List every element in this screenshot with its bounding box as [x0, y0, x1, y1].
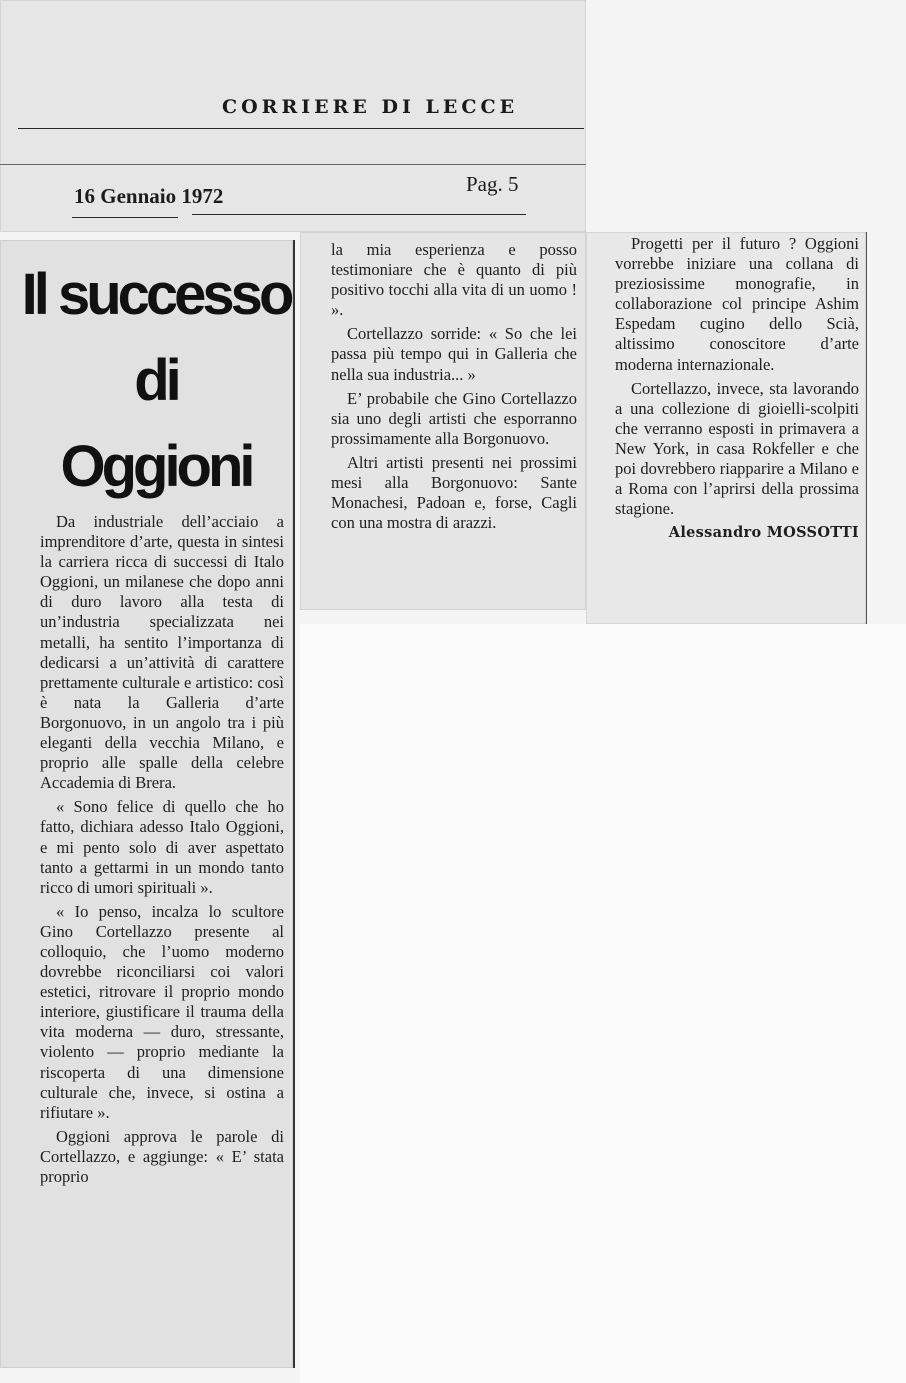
headline-line-1: Il successo — [21, 262, 291, 327]
article-column-1 — [40, 512, 284, 1191]
paragraph: « Io penso, incalza lo scultore Gino Cortellazzo presente al colloquio, che l’uomo moderno dovrebbe riconciliarsi coi valori estetici, ritrovare il proprio mondo interiore, giustificare il trauma della vita moderna — duro, stressante, violento — proprio mediante la riscoperta di una dimensione culturale che, invece, si ostina a rifiutare ». — [40, 901, 284, 1122]
paragraph: « Sono felice di quello che ho fatto, dichiara adesso Italo Oggioni, e mi pento solo di aver aspettato tanto a gettarmi in un mondo tanto ricco di umori spirituali ». — [40, 797, 284, 897]
paragraph: Da industriale dell’acciaio a imprenditore d’arte, questa in sintesi la carriera ricca di successi di Italo Oggioni, un milanese che dopo anni di duro lavoro alla testa di un’industria specializzata nei metalli, ha sentito l’importanza di dedicarsi a un’attività di carattere prettamente culturale e artistico: così è nata la Galleria d’arte Borgonuovo, in un angolo tra i più eleganti della vecchia Milano, e proprio alle spalle della celebre Accademia di Brera. — [40, 512, 284, 793]
headline-line-2: di — [134, 348, 178, 413]
page-number: Pag. 5 — [466, 172, 519, 196]
issue-date: 16 Gennaio 1972 — [74, 184, 224, 208]
headline-line-3: Oggioni — [60, 434, 252, 499]
paragraph: Progetti per il futuro ? Oggioni vorrebbe iniziare una collana di preziosissime monografie, in collaborazione col principe Ashim Espedam cugino dello Scià, altissimo conoscitore d’arte moderna internazionale. — [615, 234, 859, 374]
masthead-rule — [18, 128, 584, 129]
article-column-2 — [331, 240, 577, 537]
paragraph: Cortellazzo sorride: « So che lei passa più tempo qui in Galleria che nella sua industria... » — [331, 324, 577, 384]
clip-edge-rule — [0, 164, 586, 165]
paragraph: E’ probabile che Gino Cortellazzo sia uno degli artisti che esporranno prossimamente alla Borgonuovo. — [331, 388, 577, 448]
byline: Alessandro MOSSOTTI — [668, 524, 859, 542]
paragraph: la mia esperienza e posso testimoniare che è quanto di più positivo tocchi alla vita di un uomo ! ». — [331, 240, 577, 320]
date-underline — [72, 217, 178, 218]
paragraph: Altri artisti presenti nei prossimi mesi alla Borgonuovo: Sante Monachesi, Padoan e, forse, Cagli con una mostra di arazzi. — [331, 452, 577, 533]
paragraph: Cortellazzo, invece, sta lavorando a una collezione di gioielli-scolpiti che verranno esposti in primavera a New York, in casa Rokfeller e che poi dovrebbero riapparire a Milano e a Roma con l’aprirsi della prossima stagione. — [615, 378, 859, 519]
page-underline — [192, 214, 526, 215]
headline — [20, 252, 292, 510]
newspaper-name: CORRIERE DI LECCE — [222, 96, 519, 118]
article-column-3 — [615, 234, 859, 543]
paragraph: Oggioni approva le parole di Cortellazzo, e aggiunge: « E’ stata proprio — [40, 1126, 284, 1186]
blank-backing-paper — [300, 624, 906, 1383]
